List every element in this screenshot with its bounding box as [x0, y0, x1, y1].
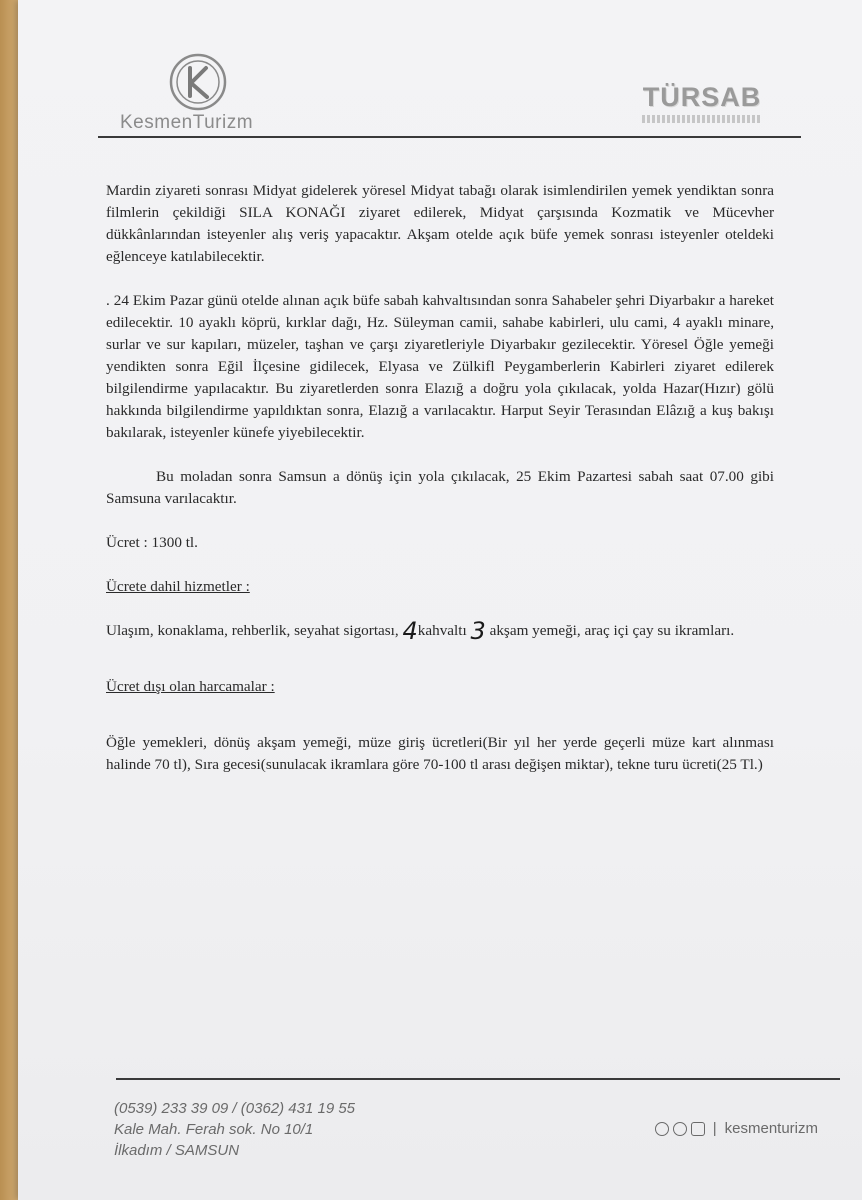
included-text-part3: akşam yemeği, araç içi çay su ikramları.	[489, 622, 735, 639]
footer-contact	[114, 1098, 355, 1161]
twitter-icon	[673, 1122, 687, 1136]
instagram-icon	[691, 1122, 705, 1136]
document-page	[18, 0, 862, 1200]
handwritten-dinner-count: 3	[470, 617, 486, 645]
tursab-subtitle-mark	[642, 115, 762, 123]
footer-address-line1: Kale Mah. Ferah sok. No 10/1	[114, 1121, 314, 1138]
excluded-expenses-text: Öğle yemekleri, dönüş akşam yemeği, müze giriş ücretleri(Bir yıl her yerde geçerli müze kart alınması halinde 70 tl), Sıra gecesi(sunulacak ikramlara göre 70-100 tl arası değişen miktar), tekne turu ücreti(25 Tl.)	[106, 734, 774, 773]
paragraph-diyarbakir: . 24 Ekim Pazar günü otelde alınan açık büfe sabah kahvaltısından sonra Sahabeler şehri Diyarbakır a hareket edilecektir. 10 ayaklı köprü, kırklar dağı, Hz. Süleyman camii, sahabe kabirleri, ulu cami, 4 ayaklı minare, surlar ve sur kapıları, müzeler, taşhan ve çarşı ziyaretleriyle Diyarbakır gezilecektir. Yöresel Öğle yemeği yendikten sonra Eğil İlçesine gidilecek, Elyasa ve Zülkifl Peygamberlerin Kabirleri ziyaret edilerek bilgilendirme yapılacaktır. Bu ziyaretlerden sonra Elazığ a doğru yola çıkılacak, yolda Hazar(Hızır) gölü hakkında bilgilendirme yapıldıktan sonra, Elazığ a varılacaktır. Harput Seyir Terasından Elâzığ a kuş bakışı bakılarak, isteyenler künefe yiyebilecektir.	[106, 292, 774, 441]
facebook-icon	[655, 1122, 669, 1136]
document-body	[106, 180, 774, 776]
included-services-heading: Ücrete dahil hizmetler :	[106, 578, 250, 595]
footer-phones: (0539) 233 39 09 / (0362) 431 19 55	[114, 1100, 356, 1117]
included-services-text	[106, 617, 774, 645]
handwritten-breakfast-count: 4	[402, 617, 418, 645]
kesmen-k-logo-icon	[168, 52, 228, 112]
footer-social	[655, 1120, 818, 1137]
social-handle: kesmenturizm	[724, 1120, 818, 1137]
header-divider	[98, 136, 801, 138]
tursab-logo-text: TÜRSAB	[642, 82, 762, 112]
footer-divider	[116, 1078, 840, 1080]
included-text-part1: Ulaşım, konaklama, rehberlik, seyahat sigortası,	[106, 622, 399, 639]
included-text-part2: kahvaltı	[417, 622, 467, 639]
paragraph-midyat: Mardin ziyareti sonrası Midyat gidelerek yöresel Midyat tabağı olarak isimlendirilen yemek yendiktan sonra filmlerin çekildiği SILA KONAĞI ziyaret edilerek, Midyat çarşısında Kozmatik ve Mücevher dükkânlarından isteyenler alış veriş yapacaktır. Akşam otelde açık büfe yemek sonrası isteyenler oteldeki eğlenceye katılabilecektir.	[106, 182, 774, 265]
excluded-expenses-heading: Ücret dışı olan harcamalar :	[106, 678, 275, 695]
price-line: Ücret : 1300 tl.	[106, 534, 198, 551]
footer-separator: |	[712, 1120, 717, 1137]
tursab-logo	[642, 82, 762, 123]
paragraph-return: Bu moladan sonra Samsun a dönüş için yola çıkılacak, 25 Ekim Pazartesi sabah saat 07.00 gibi Samsuna varılacaktır.	[106, 468, 774, 507]
brand-name: KesmenTurizm	[120, 112, 254, 133]
footer-address-line2: İlkadım / SAMSUN	[114, 1142, 240, 1159]
